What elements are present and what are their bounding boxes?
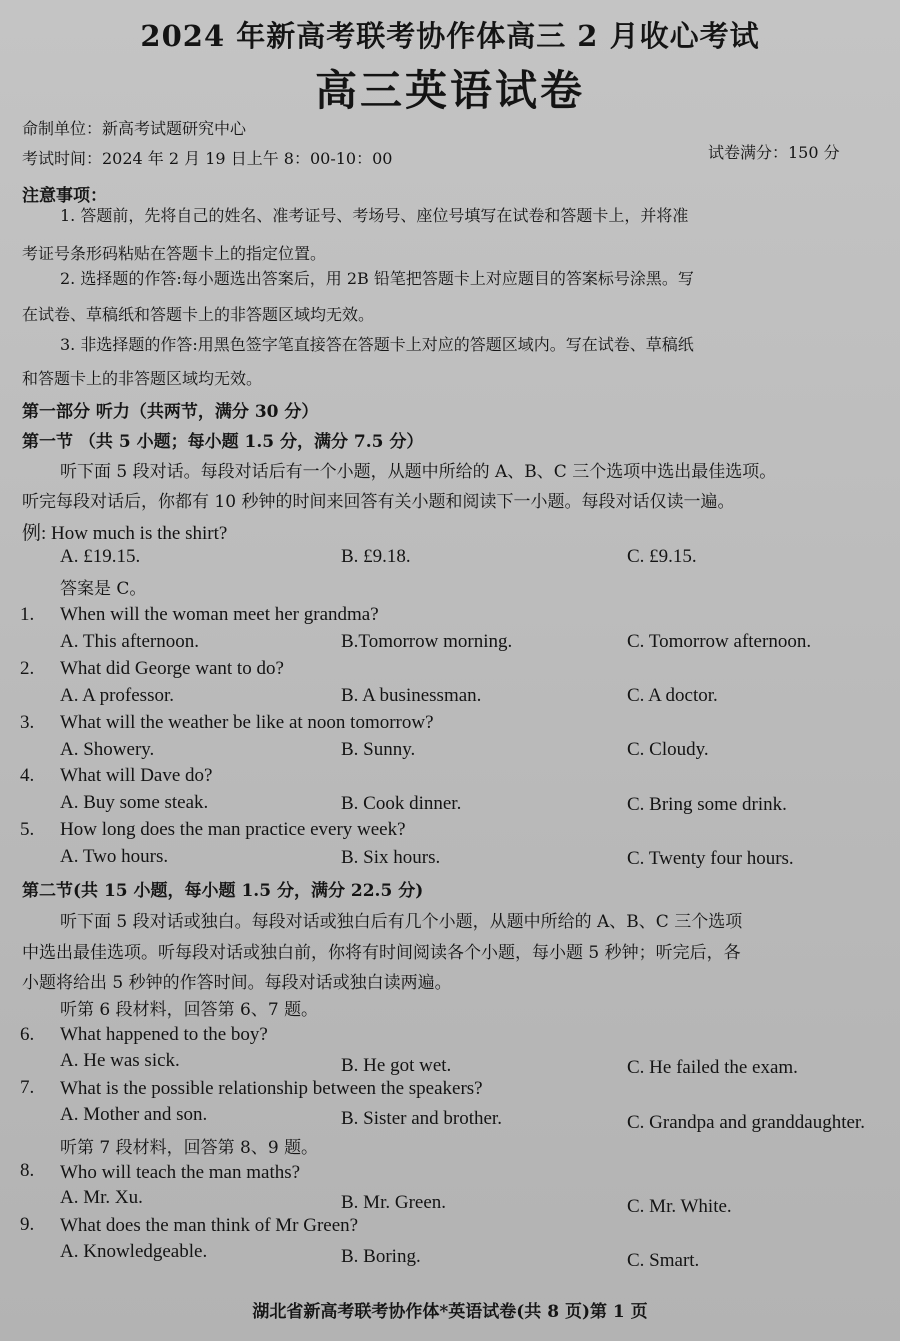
- option-b: B.Tomorrow morning.: [341, 631, 513, 652]
- note-2-line-1: 2. 选择题的作答:每小题选出答案后，用 2B 铅笔把答题卡上对应题目的答案标号涂黑。写: [60, 269, 694, 288]
- example-question: 例: How much is the shirt?: [22, 523, 228, 544]
- section-2-instruction-2: 中选出最佳选项。听每段对话或独白前，你将有时间阅读各个小题，每小题 5 秒钟；听完后，各: [22, 943, 741, 963]
- section-1-instruction-1: 听下面 5 段对话。每段对话后有一个小题，从题中所给的 A、B、C 三个选项中选出最佳选项。: [60, 462, 777, 482]
- material-6-note: 听第 6 段材料，回答第 6、7 题。: [60, 1000, 319, 1020]
- option-c: C. A doctor.: [627, 685, 718, 706]
- question-text: What will Dave do?: [60, 765, 213, 786]
- option-b: B. Boring.: [341, 1246, 421, 1267]
- option-a: A. Two hours.: [60, 846, 169, 867]
- option-a: A. Mr. Xu.: [60, 1187, 143, 1208]
- option-c: C. Bring some drink.: [627, 794, 787, 815]
- option-a: A. A professor.: [60, 685, 174, 706]
- option-b: B. A businessman.: [341, 685, 482, 706]
- note-3-line-1: 3. 非选择题的作答:用黑色签字笔直接答在答题卡上对应的答题区域内。写在试卷、草稿纸: [60, 335, 694, 354]
- option-a: A. This afternoon.: [60, 631, 199, 652]
- section-2-instruction-1: 听下面 5 段对话或独白。每段对话或独白后有几个小题，从题中所给的 A、B、C 三个选项: [60, 912, 743, 932]
- option-c: C. Smart.: [627, 1250, 700, 1271]
- part-1-heading: 第一部分 听力（共两节，满分 30 分）: [22, 402, 319, 422]
- question-number: 3.: [20, 712, 35, 733]
- question-number: 8.: [20, 1160, 35, 1181]
- option-c: C. Mr. White.: [627, 1196, 732, 1217]
- question-number: 7.: [20, 1077, 35, 1098]
- question-text: What happened to the boy?: [60, 1024, 268, 1045]
- question-number: 1.: [20, 604, 35, 625]
- exam-title: 2024 年新高考联考协作体高三 2 月收心考试: [140, 19, 760, 53]
- option-c: C. Cloudy.: [627, 739, 709, 760]
- section-1-heading: 第一节 （共 5 小题；每小题 1.5 分，满分 7.5 分）: [22, 432, 424, 452]
- note-3-line-2: 和答题卡上的非答题区域均无效。: [22, 369, 263, 388]
- option-b: B. Mr. Green.: [341, 1192, 447, 1213]
- question-number: 9.: [20, 1214, 35, 1235]
- question-number: 6.: [20, 1024, 35, 1045]
- option-a: A. He was sick.: [60, 1050, 180, 1071]
- note-1-line-1: 1. 答题前，先将自己的姓名、准考证号、考场号、座位号填写在试卷和答题卡上，并将准: [60, 206, 689, 225]
- option-b: B. Cook dinner.: [341, 793, 462, 814]
- question-text: Who will teach the man maths?: [60, 1162, 301, 1183]
- note-1-line-2: 考证号条形码粘贴在答题卡上的指定位置。: [22, 244, 327, 263]
- page-footer: 湖北省新高考联考协作体*英语试卷(共 8 页)第 1 页: [252, 1302, 648, 1322]
- note-2-line-2: 在试卷、草稿纸和答题卡上的非答题区域均无效。: [22, 305, 375, 324]
- option-b: B. Sister and brother.: [341, 1108, 502, 1129]
- question-number: 4.: [20, 765, 35, 786]
- option-c: C. Tomorrow afternoon.: [627, 631, 812, 652]
- option-a: A. Knowledgeable.: [60, 1241, 208, 1262]
- option-a: A. Buy some steak.: [60, 792, 209, 813]
- section-2-heading: 第二节(共 15 小题，每小题 1.5 分，满分 22.5 分): [22, 881, 424, 901]
- option-b: B. Sunny.: [341, 739, 416, 760]
- option-b: B. Six hours.: [341, 847, 441, 868]
- question-text: When will the woman meet her grandma?: [60, 604, 379, 625]
- question-text: What does the man think of Mr Green?: [60, 1215, 359, 1236]
- full-score: 试卷满分：150 分: [708, 143, 840, 162]
- notes-heading: 注意事项：: [22, 186, 107, 206]
- option-c: C. Twenty four hours.: [627, 848, 794, 869]
- exam-time: 考试时间：2024 年 2 月 19 日上午 8：00-10：00: [22, 149, 393, 168]
- example-option-b: B. £9.18.: [341, 546, 411, 567]
- option-c: C. Grandpa and granddaughter.: [627, 1112, 865, 1133]
- question-text: What did George want to do?: [60, 658, 284, 679]
- option-a: A. Showery.: [60, 739, 155, 760]
- section-2-instruction-3: 小题将给出 5 秒钟的作答时间。每段对话或独白读两遍。: [22, 973, 452, 993]
- section-1-instruction-2: 听完每段对话后，你都有 10 秒钟的时间来回答有关小题和阅读下一小题。每段对话仅读一遍。: [22, 492, 735, 512]
- subject-title: 高三英语试卷: [314, 66, 585, 115]
- example-option-c: C. £9.15.: [627, 546, 697, 567]
- question-text: What will the weather be like at noon tomorrow?: [60, 712, 434, 733]
- question-number: 5.: [20, 819, 35, 840]
- question-text: How long does the man practice every week?: [60, 819, 406, 840]
- material-7-note: 听第 7 段材料，回答第 8、9 题。: [60, 1138, 319, 1158]
- option-c: C. He failed the exam.: [627, 1057, 798, 1078]
- author-unit: 命制单位：新高考试题研究中心: [22, 119, 247, 138]
- option-b: B. He got wet.: [341, 1055, 452, 1076]
- example-answer: 答案是 C。: [60, 579, 147, 599]
- question-text: What is the possible relationship between the speakers?: [60, 1078, 483, 1099]
- example-option-a: A. £19.15.: [60, 546, 141, 567]
- question-number: 2.: [20, 658, 35, 679]
- option-a: A. Mother and son.: [60, 1104, 208, 1125]
